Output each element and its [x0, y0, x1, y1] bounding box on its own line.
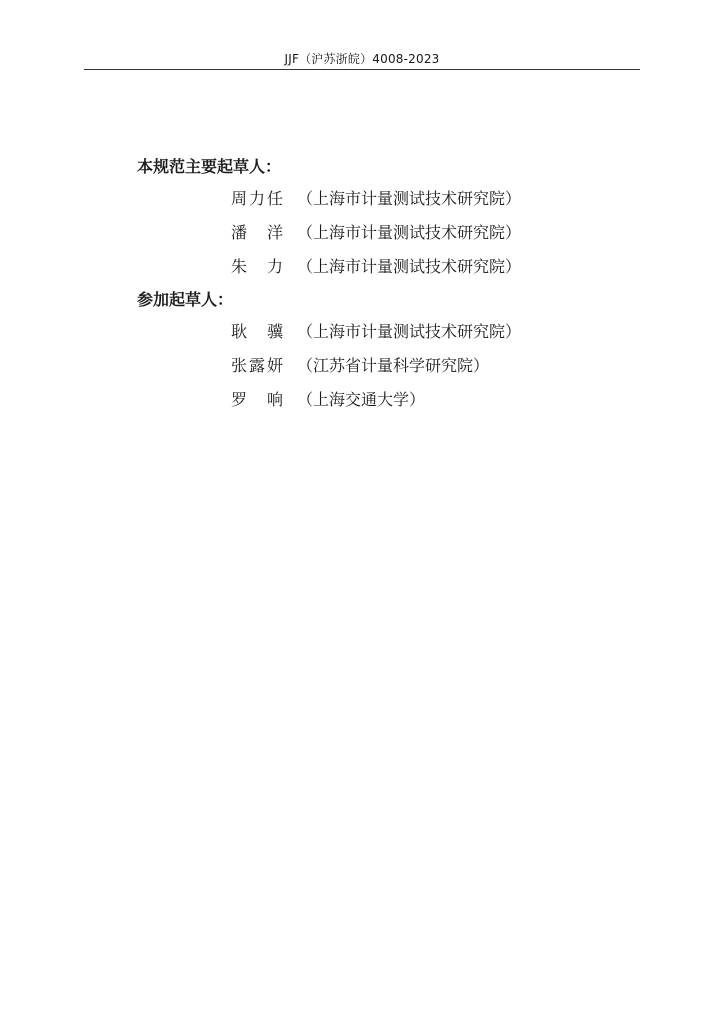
participating-drafters-title: 参加起草人： — [137, 290, 234, 309]
main-drafter-row — [231, 186, 521, 209]
drafter-organization: （上海市计量测试技术研究院） — [297, 257, 522, 276]
participating-drafter-row — [231, 353, 489, 376]
drafter-name: 耿 骥 — [231, 322, 283, 341]
drafter-name: 张露妍 — [231, 356, 283, 375]
participating-drafter-row — [231, 319, 521, 342]
header-divider — [84, 69, 640, 70]
drafter-organization: （上海市计量测试技术研究院） — [297, 322, 522, 341]
drafter-name: 潘 洋 — [231, 223, 283, 242]
main-drafter-row — [231, 220, 521, 243]
drafter-organization: （江苏省计量科学研究院） — [297, 356, 490, 375]
running-header: JJF（沪苏浙皖）4008-2023 — [284, 52, 440, 66]
drafter-name: 罗 响 — [231, 390, 283, 409]
drafter-organization: （上海市计量测试技术研究院） — [297, 189, 522, 208]
participating-drafter-row — [231, 387, 425, 410]
drafter-name: 朱 力 — [231, 257, 283, 276]
drafter-organization: （上海交通大学） — [297, 390, 426, 409]
main-drafter-row — [231, 254, 521, 277]
main-drafters-title: 本规范主要起草人： — [137, 157, 282, 176]
drafter-name: 周力任 — [231, 189, 283, 208]
drafter-organization: （上海市计量测试技术研究院） — [297, 223, 522, 242]
